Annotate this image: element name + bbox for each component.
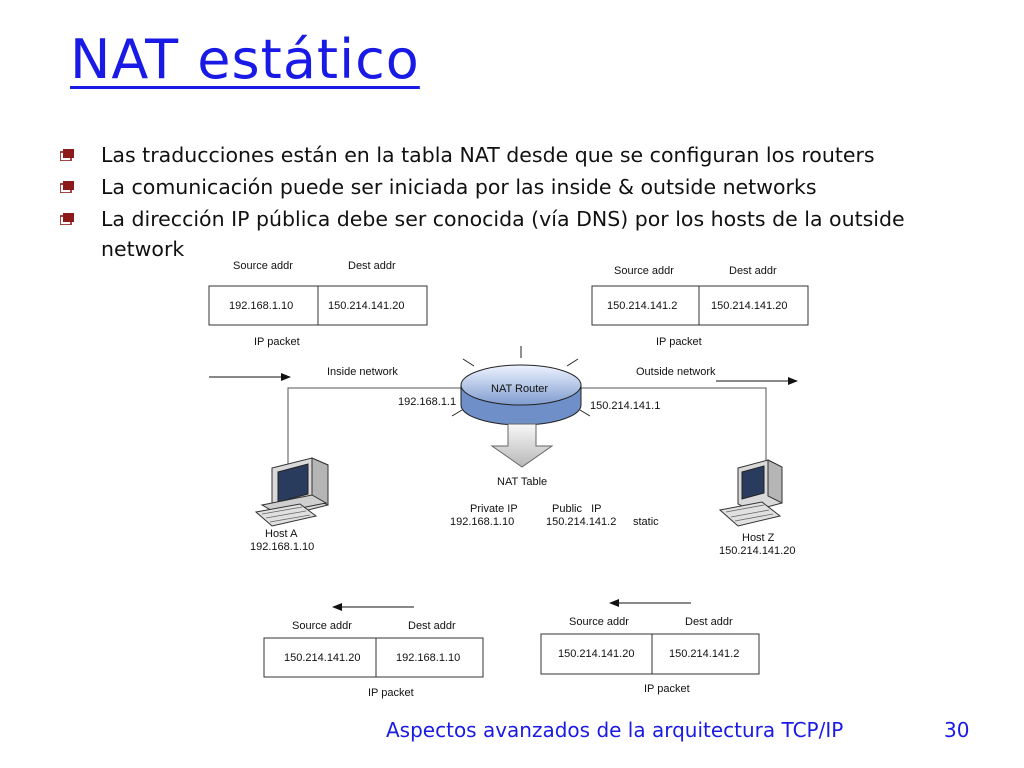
nat-private-ip: 192.168.1.10 <box>450 516 515 528</box>
packet-top-left <box>209 260 427 348</box>
bullet-text: La comunicación puede ser iniciada por las inside & outside networks <box>101 175 817 199</box>
host-a-name: Host A <box>265 528 298 540</box>
source-address: 150.214.141.20 <box>284 652 361 664</box>
packet-caption: IP packet <box>368 687 414 699</box>
bullet-text: La dirección IP pública debe ser conocida (vía DNS) por los hosts de la outside network <box>101 207 905 261</box>
inside-network-label: Inside network <box>327 366 398 378</box>
nat-table-arrow-icon <box>492 424 552 467</box>
outside-network-label: Outside network <box>636 366 716 378</box>
nat-col-private: Private IP <box>470 503 518 515</box>
dest-addr-label: Dest addr <box>348 260 396 272</box>
dest-addr-label: Dest addr <box>729 265 777 277</box>
host-a-computer-icon <box>256 458 328 526</box>
bullet-text: Las traducciones están en la tabla NAT desde que se configuran los routers <box>101 143 875 167</box>
dest-address: 192.168.1.10 <box>396 652 461 664</box>
packet-caption: IP packet <box>656 336 702 348</box>
page-number: 30 <box>944 718 970 742</box>
packet-bottom-right <box>541 616 759 695</box>
packet-top-right <box>592 265 808 348</box>
host-z-name: Host Z <box>742 532 775 544</box>
router-label: NAT Router <box>491 383 549 395</box>
source-address: 192.168.1.10 <box>229 300 294 312</box>
nat-router <box>452 346 590 425</box>
dest-address: 150.214.141.20 <box>328 300 405 312</box>
source-addr-label: Source addr <box>233 260 293 272</box>
source-address: 150.214.141.2 <box>607 300 678 312</box>
packet-caption: IP packet <box>254 336 300 348</box>
packet-caption: IP packet <box>644 683 690 695</box>
host-z-computer-icon <box>720 460 782 526</box>
dest-address: 150.214.141.2 <box>669 648 740 660</box>
nat-col-public: Public IP <box>552 503 602 515</box>
nat-table-title: NAT Table <box>497 476 548 488</box>
nat-type: static <box>633 516 659 528</box>
router-inside-ip: 192.168.1.1 <box>398 396 457 408</box>
source-addr-label: Source addr <box>292 620 352 632</box>
slide-title: NAT estático <box>70 28 420 91</box>
slide-footer: Aspectos avanzados de la arquitectura TCP/IP <box>386 718 844 742</box>
dest-address: 150.214.141.20 <box>711 300 788 312</box>
nat-table <box>450 476 659 528</box>
source-address: 150.214.141.20 <box>558 648 635 660</box>
source-addr-label: Source addr <box>614 265 674 277</box>
source-addr-label: Source addr <box>569 616 629 628</box>
host-z-ip: 150.214.141.20 <box>719 545 796 557</box>
dest-addr-label: Dest addr <box>408 620 456 632</box>
nat-public-ip: 150.214.141.2 <box>546 516 617 528</box>
host-a-ip: 192.168.1.10 <box>250 541 315 553</box>
dest-addr-label: Dest addr <box>685 616 733 628</box>
packet-bottom-left <box>264 620 483 699</box>
router-outside-ip: 150.214.141.1 <box>590 400 661 412</box>
